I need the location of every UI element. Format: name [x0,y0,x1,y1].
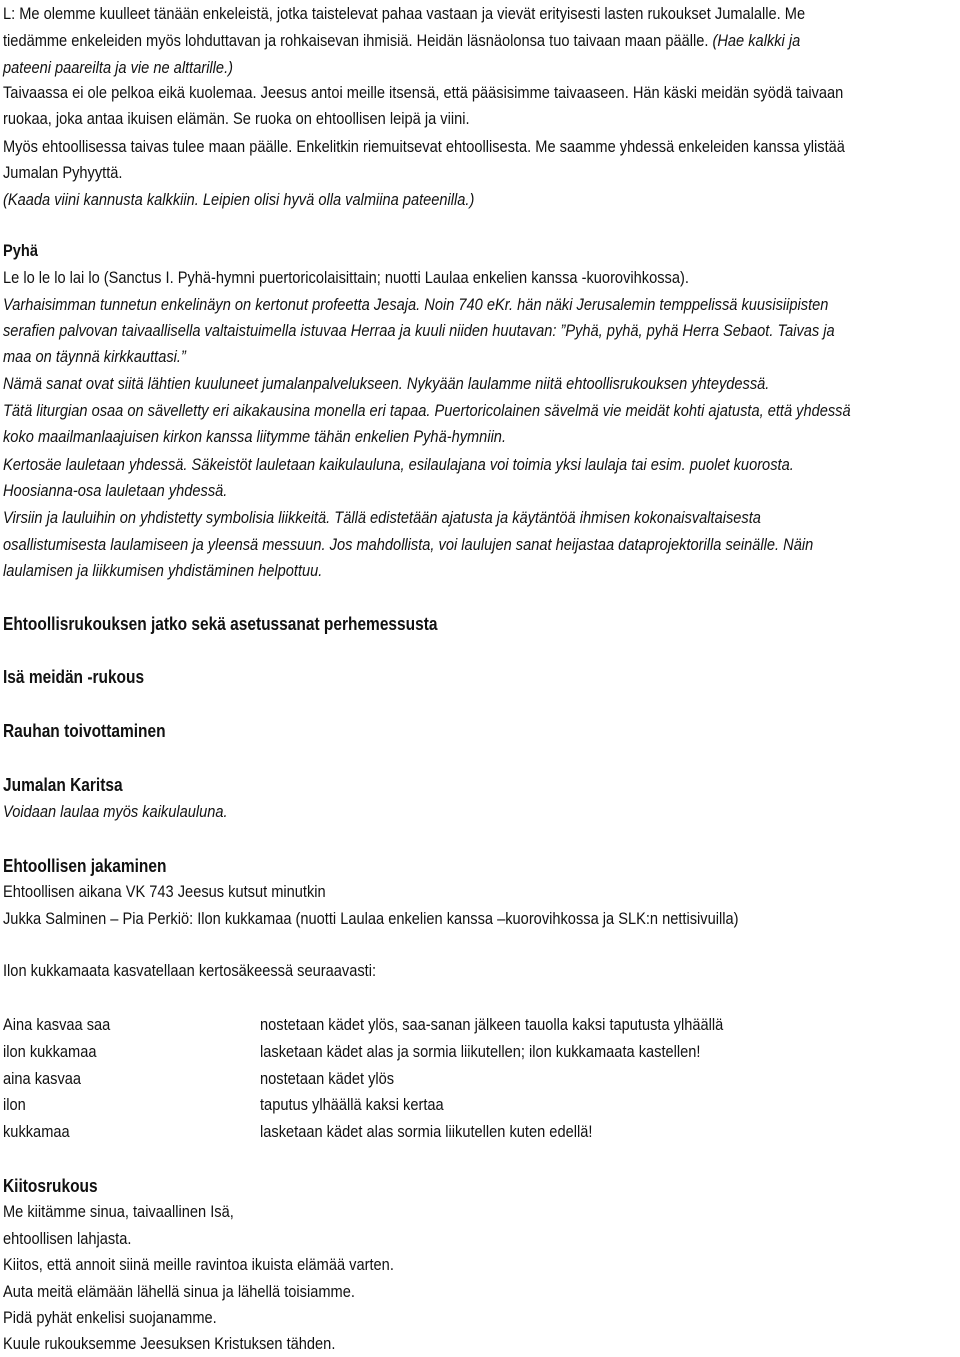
pyha-note: maa on täynnä kirkkauttasi.” [3,347,186,366]
pyha-note: laulamisen ja liikkumisen yhdistäminen helpottuu. [3,561,323,580]
section-heading-pyha: Pyhä [3,241,38,260]
section-heading-isa-meidan: Isä meidän -rukous [3,667,145,687]
intro-line: Myös ehtoollisessa taivas tulee maan päälle. Enkelitkin riemuitsevat ehtoollisesta. Me saamme yhdessä enkeleiden kanssa ylistää [3,137,845,156]
song-words: aina kasvaa [3,1069,82,1088]
pyha-note: koko maailmanlaajuisen kirkon kanssa liitymme tähän enkelien Pyhä-hymniin. [3,427,507,446]
intro-instruction: pateeni paareilta ja vie ne alttarille.) [3,58,233,77]
song-words: ilon [3,1095,26,1114]
section-heading-jumalan-karitsa: Jumalan Karitsa [3,775,123,795]
song-action: lasketaan kädet alas sormia liikutellen kuten edellä! [260,1122,593,1141]
song-words: ilon kukkamaa [3,1042,97,1061]
intro-line: Jumalan Pyhyyttä. [3,163,123,182]
intro-line: Taivaassa ei ole pelkoa eikä kuolemaa. Jeesus antoi meille itsensä, että pääsisimme taivaaseen. Hän käski meidän syödä taivaan [3,83,844,102]
pyha-note: Varhaisimman tunnetun enkelinäyn on kertonut profeetta Jesaja. Noin 740 eKr. hän näki Jerusalemin temppelissä kuusisiipisten [3,295,829,314]
prayer-line: ehtoollisen lahjasta. [3,1229,132,1248]
pyha-note: Virsiin ja lauluihin on yhdistetty symbolisia liikkeitä. Tällä edistetään ajatusta ja käytäntöä ihmisen kokonaisvaltaisesta [3,508,761,527]
song-action: nostetaan kädet ylös, saa-sanan jälkeen tauolla kaksi taputusta ylhäällä [260,1015,724,1034]
song-words: Aina kasvaa saa [3,1015,111,1034]
intro-line: L: Me olemme kuulleet tänään enkeleistä, jotka taistelevat pahaa vastaan ja vievät erityisesti lasten rukoukset Jumalalle. Me [3,4,806,23]
intro-instruction: (Hae kalkki ja [712,31,801,50]
pyha-note: osallistumisesta laulamiseen ja yleensä messuun. Jos mahdollista, voi laulujen sanat heijastaa dataprojektorilla seinälle. Näin [3,535,814,554]
prayer-line: Me kiitämme sinua, taivaallinen Isä, [3,1202,234,1221]
prayer-line: Kuule rukouksemme Jeesuksen Kristuksen tähden. [3,1334,336,1353]
prayer-line: Kiitos, että annoit siinä meille ravintoa ikuista elämää varten. [3,1255,394,1274]
intro-text: tiedämme enkeleiden myös lohduttavan ja rohkaisevan ihmisiä. Heidän läsnäolonsa tuo taivaan maan päälle. [3,31,713,50]
pyha-note: Kertosäe lauletaan yhdessä. Säkeistöt lauletaan kaikulauluna, esilaulajana voi toimia yksi laulaja tai esim. puolet kuorosta. [3,455,794,474]
pyha-subtitle: Le lo le lo lai lo (Sanctus I. Pyhä-hymni puertoricolaisittain; nuotti Laulaa enkelien kanssa -kuorovihkossa). [3,268,689,287]
section-heading-kiitosrukous: Kiitosrukous [3,1176,98,1196]
song-action: lasketaan kädet alas ja sormia liikutellen; ilon kukkamaata kastellen! [260,1042,701,1061]
section-heading-ehtoollisrukous: Ehtoollisrukouksen jatko sekä asetussanat perhemessusta [3,614,438,634]
jakaminen-line: Jukka Salminen – Pia Perkiö: Ilon kukkamaa (nuotti Laulaa enkelien kanssa –kuorovihkossa ja SLK:n nettisivuilla) [3,909,739,928]
song-words: kukkamaa [3,1122,70,1141]
song-action: nostetaan kädet ylös [260,1069,395,1088]
prayer-line: Auta meitä elämään lähellä sinua ja lähellä toisiamme. [3,1282,355,1301]
intro-line [3,28,800,54]
song-action: taputus ylhäällä kaksi kertaa [260,1095,444,1114]
prayer-line: Pidä pyhät enkelisi suojanamme. [3,1308,217,1327]
intro-line: ruokaa, joka antaa ikuisen elämän. Se ruoka on ehtoollisen leipä ja viini. [3,109,470,128]
pyha-note: Hoosianna-osa lauletaan yhdessä. [3,481,228,500]
jumalan-karitsa-note: Voidaan laulaa myös kaikulauluna. [3,802,228,821]
section-heading-rauhan: Rauhan toivottaminen [3,721,166,741]
pyha-note: Nämä sanat ovat siitä lähtien kuuluneet jumalanpalvelukseen. Nykyään laulamme niitä ehtoollisrukouksen yhteydessä. [3,374,770,393]
jakaminen-intro: Ilon kukkamaata kasvatellaan kertosäkeessä seuraavasti: [3,961,377,980]
pyha-note: Tätä liturgian osaa on sävelletty eri aikakausina monella eri tapaa. Puertoricolainen sävelmä vie meidät kohti ajatusta, että yhdessä [3,401,851,420]
section-heading-jakaminen: Ehtoollisen jakaminen [3,856,167,876]
pyha-note: serafien palvovan taivaallisella valtaistuimella istuvaa Herraa ja kuuli niiden huutavan: ”Pyhä, pyhä, pyhä Herra Sebaot. Taivas ja [3,321,835,340]
jakaminen-line: Ehtoollisen aikana VK 743 Jeesus kutsut minutkin [3,882,326,901]
intro-instruction: (Kaada viini kannusta kalkkiin. Leipien olisi hyvä olla valmiina pateenilla.) [3,190,475,209]
